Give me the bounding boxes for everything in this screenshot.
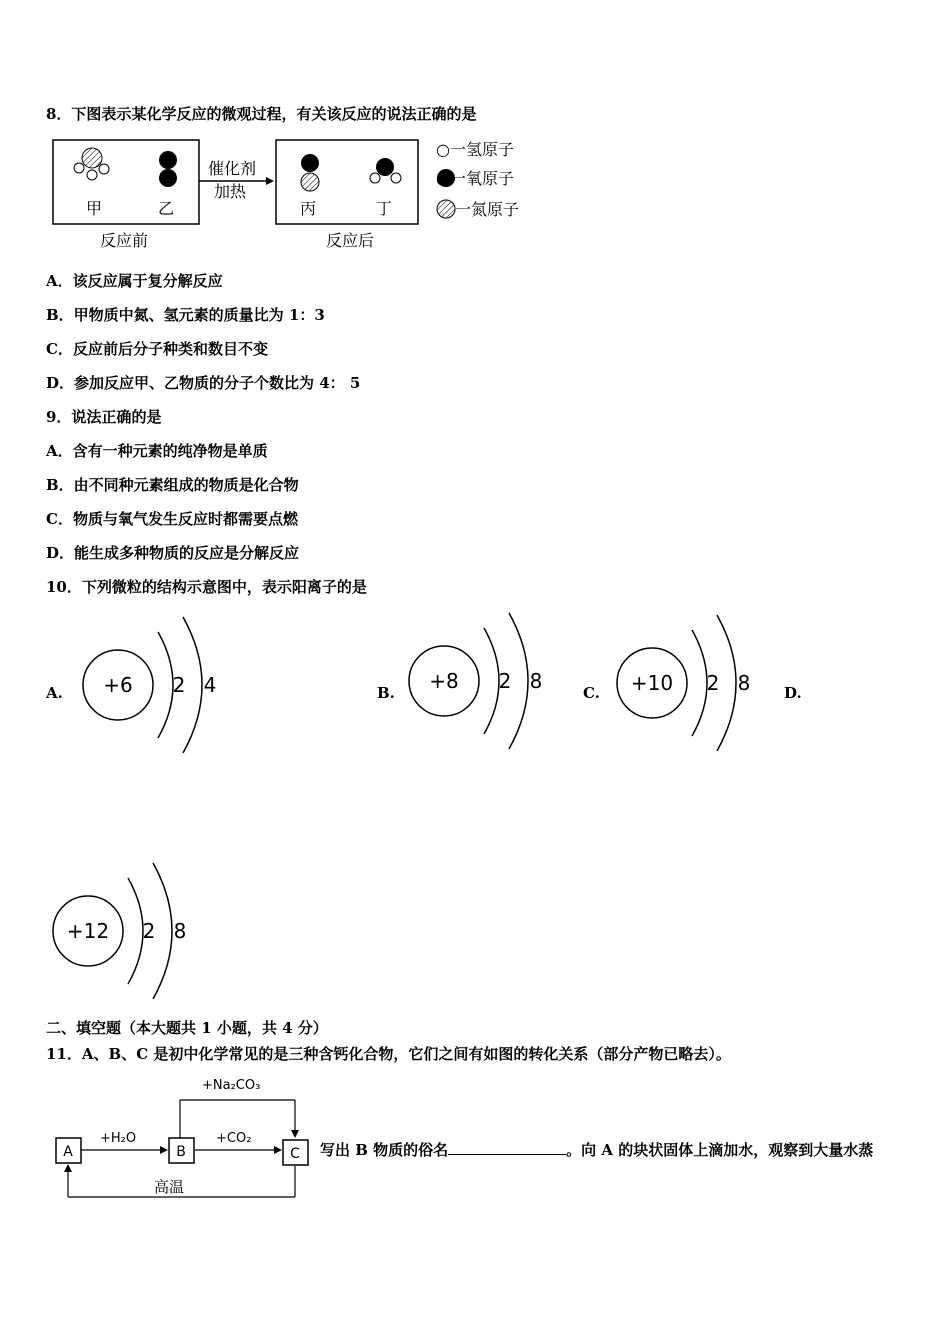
atom-diagram-c [612,610,762,756]
q8-stem: 8．下图表示某化学反应的微观过程，有关该反应的说法正确的是 [46,105,477,123]
q8-option-b: B．甲物质中氮、氢元素的质量比为 1：3 [46,306,325,324]
q9-option-d: D．能生成多种物质的反应是分解反应 [46,544,300,562]
svg-text:2: 2 [706,671,720,695]
legend-nitrogen-dot [437,200,455,218]
condition-bottom: 加热 [214,182,247,201]
atom-diagram-b [404,608,554,754]
svg-text:2: 2 [498,669,512,693]
q11-text-before-blank: 写出 B 物质的俗名 [320,1141,449,1159]
q8-option-d: D．参加反应甲、乙物质的分子个数比为 4： 5 [46,374,361,392]
atom-diagram-a [76,612,226,758]
label-ding: 丁 [376,199,393,218]
q8-option-a: A．该反应属于复分解反应 [46,272,223,290]
conversion-flow-diagram [50,1074,320,1204]
q10-letter-a: A. [46,684,63,702]
label-yi: 乙 [158,199,175,218]
q10-stem: 10．下列微粒的结构示意图中，表示阳离子的是 [46,578,367,596]
q9-option-a: A．含有一种元素的纯净物是单质 [46,442,268,460]
legend-hydrogen: ○一氢原子 [436,140,514,159]
svg-text:+8: +8 [429,669,459,693]
label-bing: 丙 [300,199,317,218]
q10-letter-b: B. [377,684,395,702]
caption-before: 反应前 [100,231,149,250]
svg-text:8: 8 [173,919,187,943]
h2o-molecule [370,158,401,183]
svg-text:+6: +6 [103,673,133,697]
section-2-title: 二、填空题（本大题共 1 小题，共 4 分） [46,1019,328,1037]
atom-diagram-d [48,858,198,1004]
q9-option-b: B．由不同种元素组成的物质是化合物 [46,476,299,494]
q9-stem: 9．说法正确的是 [46,408,162,426]
q11-fill-line [320,1139,873,1160]
answer-blank-b-name[interactable] [448,1140,566,1155]
svg-text:+10: +10 [630,671,674,695]
label-jia: 甲 [86,199,103,218]
svg-text:A: A [63,1144,73,1160]
svg-text:8: 8 [737,671,751,695]
legend-oxygen: ●一氧原子 [436,169,514,188]
q11-stem: 11．A、B、C 是初中化学常见的是三种含钙化合物，它们之间有如图的转化关系（部分产物已略去）。 [46,1045,731,1063]
nh3-molecule [74,148,109,180]
svg-text:B: B [176,1144,186,1160]
reagent-co2: +CO₂ [216,1131,252,1146]
svg-text:8: 8 [529,669,543,693]
q11-text-after-blank: 。向 A 的块状固体上滴加水，观察到大量水蒸 [566,1141,874,1159]
legend-nitrogen: 一氮原子 [455,200,520,219]
condition-top: 催化剂 [208,159,257,178]
q9-option-c: C．物质与氧气发生反应时都需要点燃 [46,510,298,528]
q10-letter-d: D. [784,684,802,702]
q8-option-c: C．反应前后分子种类和数目不变 [46,340,268,358]
no-molecule [301,154,319,191]
reagent-h2o: +H₂O [100,1131,137,1146]
svg-text:C: C [290,1146,300,1162]
caption-after: 反应后 [326,231,375,250]
svg-text:2: 2 [172,673,186,697]
reaction-diagram [48,135,538,255]
q10-letter-c: C. [583,684,600,702]
svg-text:4: 4 [203,673,217,697]
before-box [53,140,199,224]
o2-molecule [159,151,177,187]
return-label-high-temp: 高温 [154,1178,185,1196]
svg-text:+12: +12 [66,919,110,943]
reagent-na2co3: +Na₂CO₃ [202,1078,261,1093]
svg-text:2: 2 [142,919,156,943]
